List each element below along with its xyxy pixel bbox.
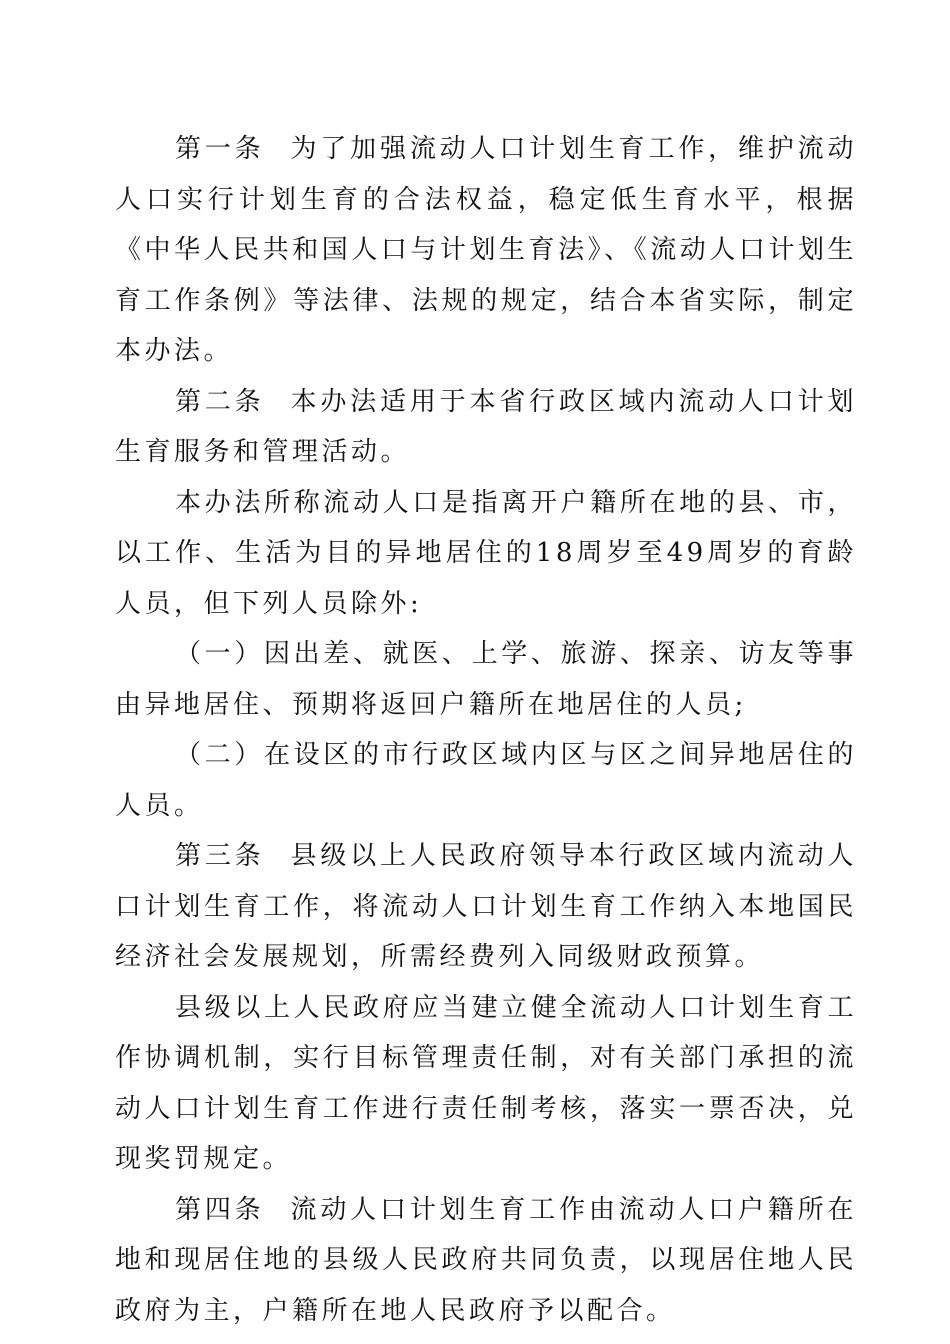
- exception-item-1: [115, 629, 857, 730]
- paragraph-text: 本办法所称流动人口是指离开户籍所在地的县、市，以工作、生活为目的异地居住的18周岁至49周岁的育龄人员，但下列人员除外:: [115, 487, 857, 619]
- article-4-paragraph: [115, 1185, 857, 1337]
- paragraph-text: 县级以上人民政府应当建立健全流动人口计划生育工作协调机制，实行目标管理责任制，对有关部门承担的流动人口计划生育工作进行责任制考核，落实一票否决，兑现奖罚规定。: [115, 992, 857, 1174]
- article-label: 第四条: [175, 1194, 265, 1225]
- article-3-paragraph: [115, 831, 857, 983]
- exception-item-2: [115, 730, 857, 831]
- definition-paragraph: [115, 478, 857, 630]
- paragraph-text: 为了加强流动人口计划生育工作，维护流动人口实行计划生育的合法权益，稳定低生育水平，根据《中华人民共和国人口与计划生育法》、《流动人口计划生育工作条例》等法律、法规的规定，结合本省实际，制定本办法。: [115, 134, 857, 366]
- paragraph-text: （二）在设区的市行政区域内区与区之间异地居住的人员。: [115, 740, 857, 821]
- article-1-paragraph: [115, 124, 857, 377]
- document-page: [115, 124, 857, 1336]
- article-2-paragraph: [115, 377, 857, 478]
- article-label: 第二条: [175, 386, 265, 417]
- paragraph-text: 本办法适用于本省行政区域内流动人口计划生育服务和管理活动。: [115, 386, 857, 467]
- paragraph-text: （一）因出差、就医、上学、旅游、探亲、访友等事由异地居住、预期将返回户籍所在地居住的人员;: [115, 639, 857, 720]
- paragraph-text: 流动人口计划生育工作由流动人口户籍所在地和现居住地的县级人民政府共同负责，以现居住地人民政府为主，户籍所在地人民政府予以配合。: [115, 1194, 857, 1326]
- article-label: 第一条: [175, 134, 265, 164]
- article-label: 第三条: [175, 841, 265, 871]
- article-3-continuation: [115, 983, 857, 1185]
- paragraph-text: 县级以上人民政府领导本行政区域内流动人口计划生育工作，将流动人口计划生育工作纳入本地国民经济社会发展规划，所需经费列入同级财政预算。: [115, 841, 857, 972]
